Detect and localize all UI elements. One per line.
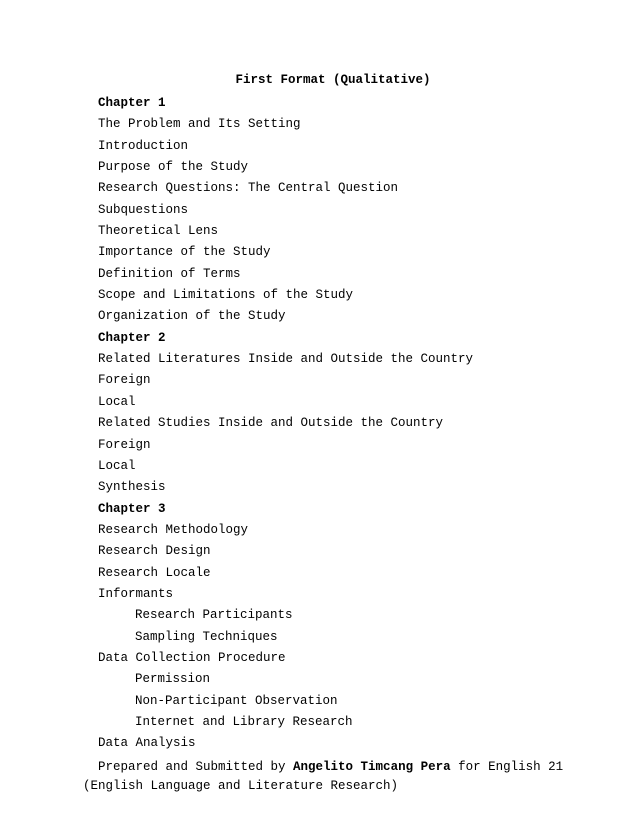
outline-subitem: Permission: [135, 672, 211, 687]
outline-item: Research Methodology: [98, 522, 249, 537]
outline-item: The Problem and Its Setting: [98, 117, 301, 132]
chapter-heading: Chapter 2: [98, 330, 166, 345]
outline-item: Scope and Limitations of the Study: [98, 288, 354, 303]
outline-item: Local: [98, 394, 136, 409]
outline-item: Foreign: [98, 437, 151, 452]
footer-credit: [83, 758, 623, 795]
outline-subitem: Internet and Library Research: [135, 714, 353, 729]
footer-line-2: (English Language and Literature Research): [83, 778, 399, 793]
outline-subitem: Sampling Techniques: [135, 629, 278, 644]
outline-item: Foreign: [98, 373, 151, 388]
outline-item: Importance of the Study: [98, 245, 271, 260]
outline-item: Data Analysis: [98, 736, 196, 751]
chapter-heading: Chapter 3: [98, 501, 166, 516]
outline-item: Synthesis: [98, 480, 166, 495]
outline-item: Research Questions: The Central Question: [98, 181, 399, 196]
outline-item: Related Literatures Inside and Outside the Country: [98, 352, 474, 367]
outline-item: Purpose of the Study: [98, 160, 249, 175]
outline-item: Definition of Terms: [98, 266, 241, 281]
footer-middle: for English 21: [450, 760, 564, 774]
outline-subitem: Non-Participant Observation: [135, 693, 338, 708]
outline-item: Organization of the Study: [98, 309, 286, 324]
outline-item: Data Collection Procedure: [98, 650, 286, 665]
chapter-heading: Chapter 1: [98, 96, 166, 110]
page-title: First Format (Qualitative): [235, 73, 431, 87]
outline-item: Introduction: [98, 138, 189, 153]
footer-prefix: Prepared and Submitted by: [98, 760, 294, 774]
outline-item: Research Design: [98, 544, 211, 559]
footer-line-1: [83, 758, 623, 777]
outline-list: [98, 94, 473, 756]
outline-item: Related Studies Inside and Outside the Country: [98, 416, 444, 431]
outline-subitem: Research Participants: [135, 608, 293, 623]
outline-item: Subquestions: [98, 202, 189, 217]
outline-item: Theoretical Lens: [98, 224, 219, 239]
outline-item: Local: [98, 458, 136, 473]
footer-author: Angelito Timcang Pera: [293, 760, 451, 774]
outline-item: Research Locale: [98, 565, 211, 580]
outline-item: Informants: [98, 586, 174, 601]
